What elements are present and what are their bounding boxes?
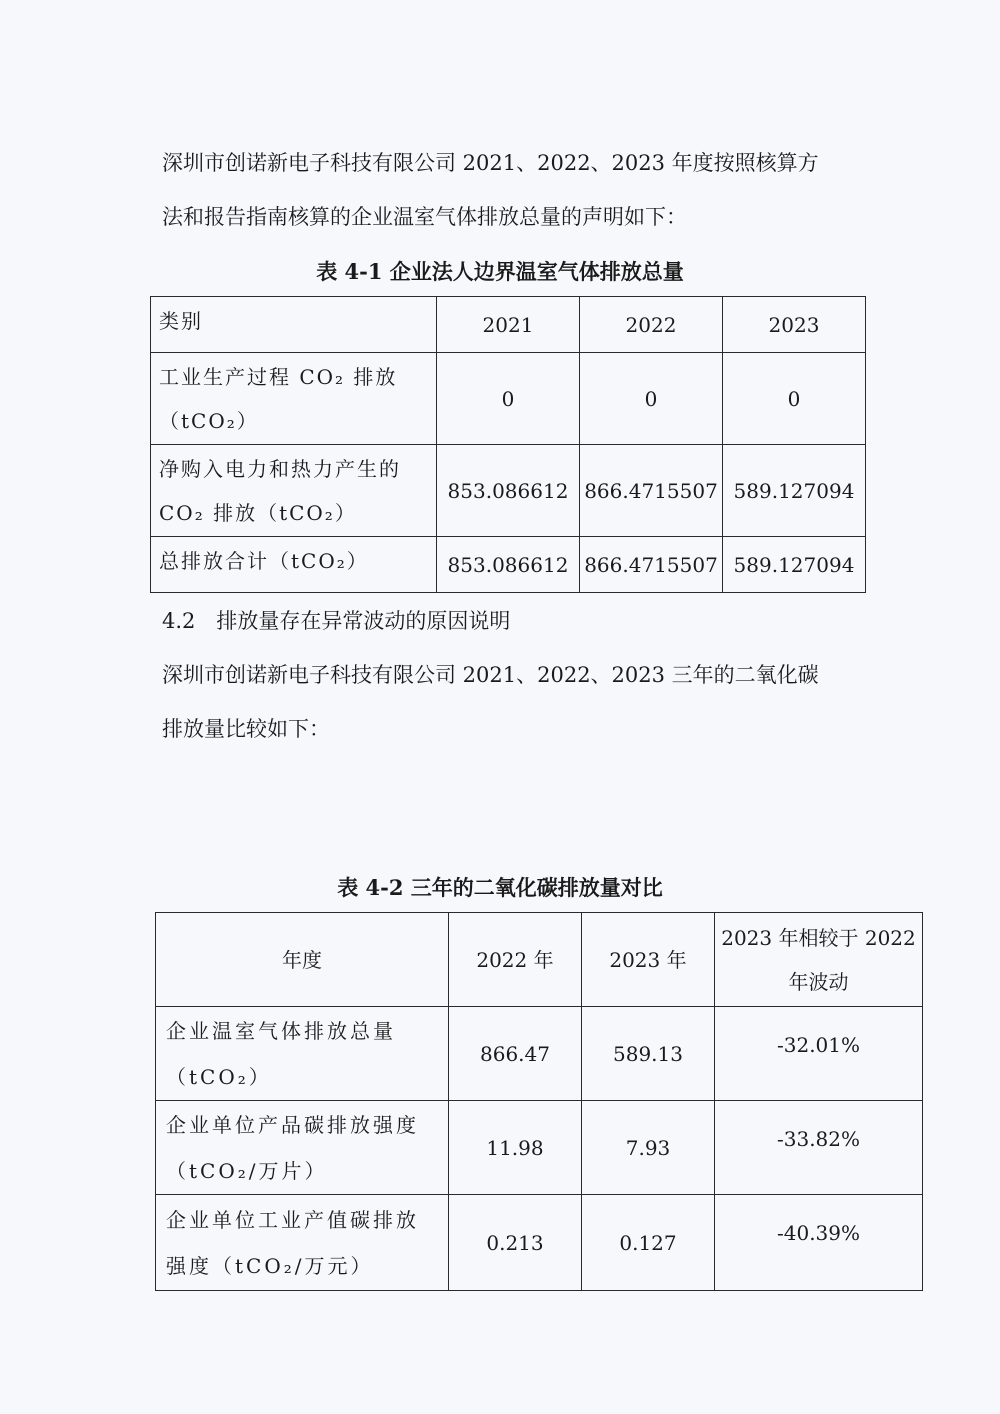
row-label: 净购入电力和热力产生的 CO₂ 排放（tCO₂） (151, 445, 437, 537)
cell-value: 7.93 (582, 1101, 715, 1195)
header-2022: 2022 (580, 297, 723, 353)
table-row (156, 1195, 923, 1291)
table-row (151, 353, 866, 445)
section-4-2 (162, 594, 862, 756)
table-row (151, 445, 866, 537)
header-change: 2023 年相较于 2022 年波动 (715, 913, 923, 1007)
cell-change: -32.01% (715, 1007, 923, 1101)
row-label: 企业单位工业产值碳排放 强度（tCO₂/万元） (156, 1195, 449, 1291)
cell-value: 853.086612 (437, 537, 580, 593)
cell-value: 0.127 (582, 1195, 715, 1291)
header-category: 类别 (151, 297, 437, 353)
emissions-comparison-table (155, 912, 923, 1291)
cell-value: 853.086612 (437, 445, 580, 537)
cell-value: 866.4715507 (580, 537, 723, 593)
cell-value: 866.47 (449, 1007, 582, 1101)
section-line-1: 深圳市创诺新电子科技有限公司 2021、2022、2023 三年的二氧化碳 (162, 663, 819, 687)
cell-value: 589.127094 (723, 537, 866, 593)
cell-value: 866.4715507 (580, 445, 723, 537)
table-header-row (151, 297, 866, 353)
header-2021: 2021 (437, 297, 580, 353)
table2-caption: 表 4-2 三年的二氧化碳排放量对比 (337, 875, 663, 900)
cell-value: 589.127094 (723, 445, 866, 537)
cell-change: -33.82% (715, 1101, 923, 1195)
header-2023: 2023 年 (582, 913, 715, 1007)
cell-value: 0 (723, 353, 866, 445)
section-line-2: 排放量比较如下： (162, 717, 330, 741)
header-year: 年度 (156, 913, 449, 1007)
emissions-total-table (150, 296, 866, 593)
row-label: 总排放合计（tCO₂） (151, 537, 437, 593)
cell-value: 0.213 (449, 1195, 582, 1291)
table-header-row (156, 913, 923, 1007)
table-row (156, 1101, 923, 1195)
row-label: 企业单位产品碳排放强度 （tCO₂/万片） (156, 1101, 449, 1195)
intro-paragraph (162, 136, 862, 244)
cell-value: 0 (437, 353, 580, 445)
intro-line-1: 深圳市创诺新电子科技有限公司 2021、2022、2023 年度按照核算方 (162, 151, 819, 175)
table-row (151, 537, 866, 593)
cell-change: -40.39% (715, 1195, 923, 1291)
header-2023: 2023 (723, 297, 866, 353)
row-label: 企业温室气体排放总量 （tCO₂） (156, 1007, 449, 1101)
cell-value: 11.98 (449, 1101, 582, 1195)
section-heading: 4.2 排放量存在异常波动的原因说明 (162, 609, 511, 633)
table-row (156, 1007, 923, 1101)
table1-caption: 表 4-1 企业法人边界温室气体排放总量 (316, 259, 684, 284)
row-label: 工业生产过程 CO₂ 排放 （tCO₂） (151, 353, 437, 445)
intro-line-2: 法和报告指南核算的企业温室气体排放总量的声明如下： (162, 205, 687, 229)
header-2022: 2022 年 (449, 913, 582, 1007)
cell-value: 589.13 (582, 1007, 715, 1101)
cell-value: 0 (580, 353, 723, 445)
